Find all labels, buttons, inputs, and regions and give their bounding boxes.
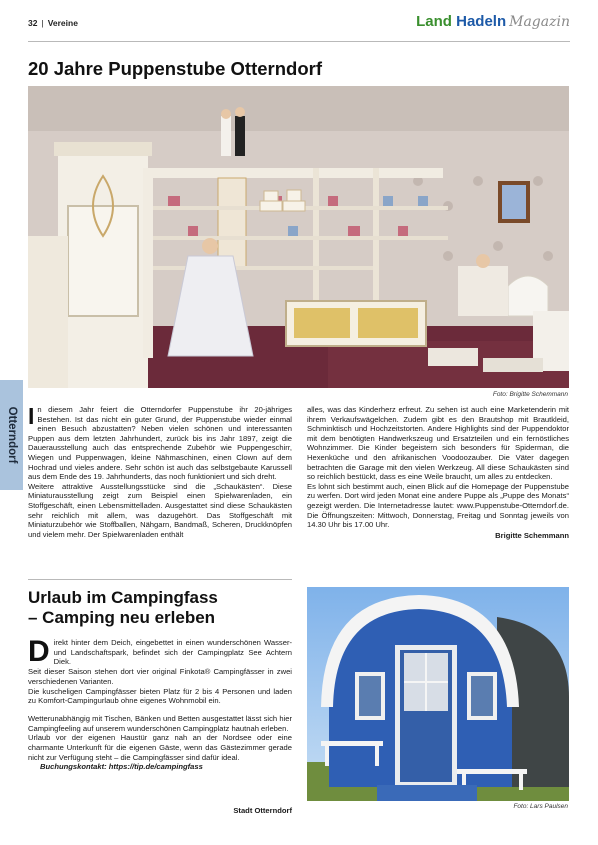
side-tab-label: Otterndorf	[5, 406, 18, 464]
article2-paragraph-2: Seit dieser Saison stehen dort vier original Finkota® Campingfässer in zwei verschiedenen Varianten.	[28, 667, 292, 686]
article2-paragraph-1	[28, 635, 292, 668]
article1-author: Brigitte Schemmann	[495, 530, 569, 540]
article1-column-2	[307, 405, 569, 540]
article1-column-1	[28, 405, 292, 539]
page-header-left	[28, 18, 78, 28]
logo-magazin: Magazin	[509, 14, 570, 30]
doll-house-photo	[28, 86, 569, 388]
section-side-tab	[0, 380, 23, 490]
article2-rule	[28, 579, 292, 580]
header-rule	[28, 41, 570, 42]
article1-paragraph-3: alles, was das Kinderherz erfreut. Zu sehen ist auch eine Marketenderin mit ihrem Verkaufswägelchen. Zudem gibt es den Brautshop mit Brautkleid, Schminktisch und Hochzeitstorten. Andere Highlights sind der Puppendoktor mit dem benötigten Handwerkszeug und Ersatzteilen und ein fernöstliches Wohnzimmer. Die Kinder begeistern sich besonders für Spiderman, die Hexenküche und den afrikanischen Voodoozauber. Die Väter dagegen betrachten die Garage mit den vielen Werkzeug. All diese Schaukästen sind so reichlich bestückt, dass es eine Weile braucht, um alles zu entdecken.	[307, 405, 569, 482]
article2-paragraph-3: Die kuscheligen Campingfässer bieten Platz für 2 bis 4 Personen und laden zu Komfort-Campingurlaub ohne eigenes Wohnmobil ein.	[28, 686, 292, 706]
booking-contact[interactable]: Buchungskontakt: https://tip.de/campingfass	[40, 762, 203, 772]
article1-paragraph-2: Weitere attraktive Ausstellungsstücke sind die „Schaukästen“. Diese Miniaturausstellung zeigt zum Beispiel einen Spielwarenladen, ein Stoffgeschäft, einen Lebensmittelladen. Ausgestattet sind diese Schaukästen sehr reichlich mit allem, was dazugehört. Das Stoffgeschäft mit Miniaturzubehör wie Stoffballen, Nähgarn, Bandmaß, Scheren, Druckknöpfen und vielem mehr. Der Spielwarenladen enthält	[28, 481, 292, 539]
page-number: 32	[28, 18, 38, 28]
article1-paragraph-4: Es lohnt sich bestimmt auch, einen Blick auf die Homepage der Puppenstube zu werfen. Dort wird jeden Monat eine andere Puppe als „Puppe des Monats“ gezeigt werden. Die Internetadresse lautet: www.Puppenstube-Otterndorf.de. Die Öffnungszeiten: Mittwoch, Donnerstag, Freitag und Sonntag jeweils von 14.30 Uhr bis 17.00 Uhr.	[307, 481, 569, 530]
article2-paragraph-5: Urlaub vor der eigenen Haustür ganz nah an der Nordsee oder eine charmante Unterkunft für die eigenen Gäste, wenn das Gästezimmer gerade nicht zur Verfügung steht – die Campingfässer sind dafür ideal.	[28, 733, 292, 762]
article2-paragraph-4: Wetterunabhängig mit Tischen, Bänken und Betten ausgestattet lässt sich hier Campingfeeling auf unserem wunderschönen Campingplatz hautnah erleben.	[28, 713, 292, 733]
header-separator: |	[41, 18, 44, 28]
article2-author: Stadt Otterndorf	[233, 806, 292, 815]
logo-land: Land	[416, 13, 452, 30]
article2-para1-text: irekt hinter dem Deich, eingebettet in einen wunderschönen Wasser- und Landschaftspark, befindet sich der Campingplatz See Achtern Diek.	[53, 638, 292, 667]
article1-intro: n diesem Jahr feiert die Otterndorfer Puppenstube ihr 20-jähriges Bestehen. Ist das nicht ein guter Grund, der Puppenstube wieder einmal einen Besuch abzustatten? Neben vielen schönen und interessanten Puppen aus dem letzten Jahrhundert, zurück bis ins Jahr 1897, zeigt die Dauerausstellung auch das entsprechende Zubehör wie Puppengeschirr, Wiegen und Puppenwagen, kleine Nähmaschinen, einen Clown auf dem Hochrad und vieles andere. Sehr schön ist auch das selbstgebaute Karussell aus dem Ende des 19. Jahrhunderts, das noch funktioniert und sich dreht.	[28, 405, 292, 482]
dropcap-letter: I	[28, 403, 35, 429]
magazine-logo	[416, 13, 570, 30]
dropcap-letter-2: D	[28, 635, 50, 668]
photo-credit-2: Foto: Lars Paulsen	[513, 803, 568, 810]
article2-title	[28, 588, 298, 628]
article2-title-line-2: – Camping neu erleben	[28, 608, 216, 627]
camping-barrel-photo	[307, 587, 569, 801]
article2-body	[28, 635, 292, 772]
logo-hadeln: Hadeln	[456, 13, 507, 30]
section-name: Vereine	[47, 18, 78, 28]
photo-credit-1: Foto: Brigitte Schemmann	[492, 391, 568, 398]
article-title: 20 Jahre Puppenstube Otterndorf	[28, 58, 322, 79]
article2-title-line-1: Urlaub im Campingfass	[28, 588, 218, 607]
